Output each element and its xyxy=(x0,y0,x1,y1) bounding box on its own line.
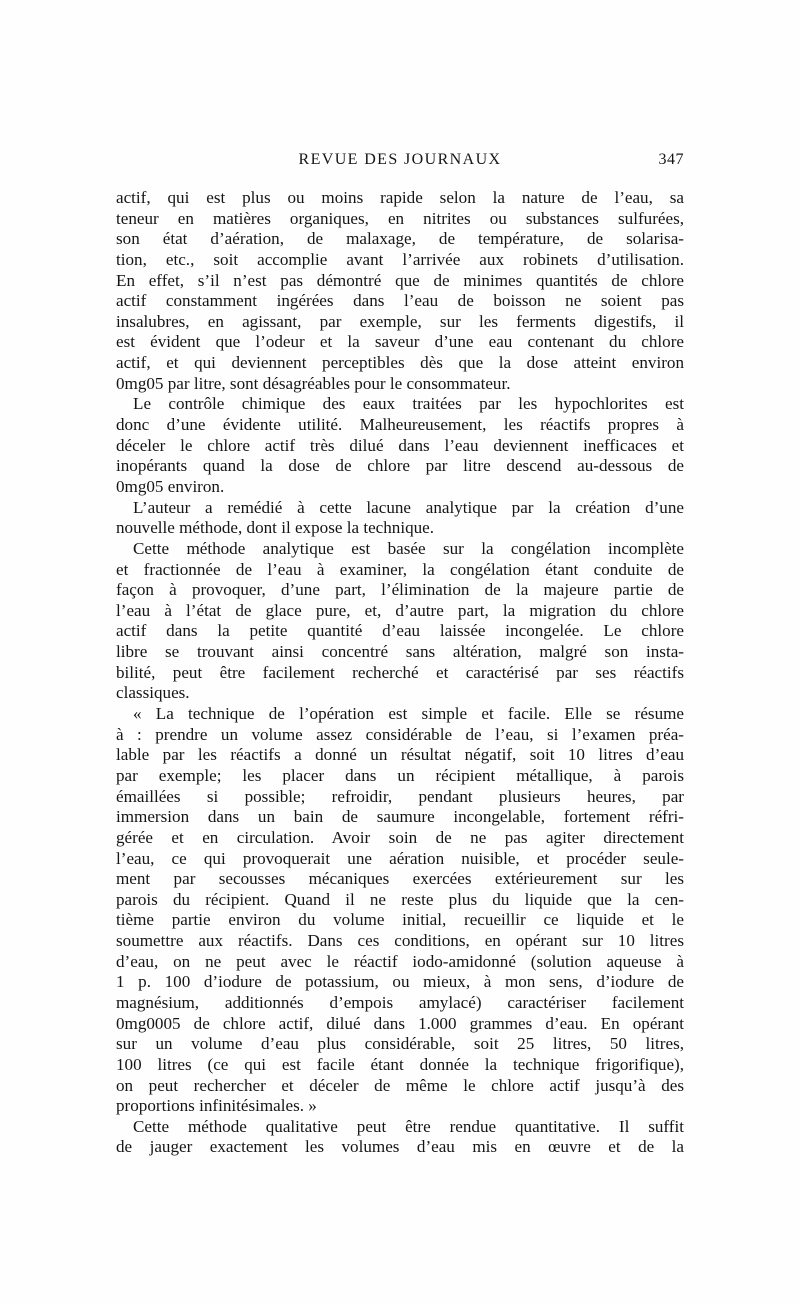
text-line: Cette méthode analytique est basée sur la congélation incomplète xyxy=(133,538,684,558)
text-line: son état d’aération, de malaxage, de température, de solarisa- xyxy=(116,229,684,249)
page-number: 347 xyxy=(658,151,684,168)
text-line: 1 p. 100 d’iodure de potassium, ou mieux, à mon sens, d’iodure de xyxy=(116,972,684,992)
text-line: donc d’une évidente utilité. Malheureusement, les réactifs propres à xyxy=(116,415,684,435)
text-line: lable par les réactifs a donné un résultat négatif, soit 10 litres d’eau xyxy=(116,745,684,765)
text-line: teneur en matières organiques, en nitrites ou substances sulfurées, xyxy=(116,208,684,228)
text-line: soumettre aux réactifs. Dans ces conditions, en opérant sur 10 litres xyxy=(116,931,684,951)
running-title: REVUE DES JOURNAUX xyxy=(298,151,502,168)
text-line: L’auteur a remédié à cette lacune analytique par la création d’une xyxy=(133,497,684,517)
text-line: d’eau, on ne peut avec le réactif iodo-amidonné (solution aqueuse à xyxy=(116,951,684,971)
text-line: de jauger exactement les volumes d’eau mis en œuvre et de la xyxy=(116,1137,684,1157)
text-line: immersion dans un bain de saumure incongelable, fortement réfri- xyxy=(116,807,684,827)
text-line: actif, qui est plus ou moins rapide selon la nature de l’eau, sa xyxy=(116,188,684,207)
text-line: on peut rechercher et déceler de même le chlore actif jusqu’à des xyxy=(116,1075,684,1095)
text-line: Le contrôle chimique des eaux traitées par les hypochlorites est xyxy=(133,394,684,414)
text-line: parois du récipient. Quand il ne reste plus du liquide que la cen- xyxy=(116,889,684,909)
text-line: tième partie environ du volume initial, recueillir ce liquide et le xyxy=(116,910,684,930)
article-text xyxy=(116,188,684,1158)
text-line: 0mg0005 de chlore actif, dilué dans 1.000 grammes d’eau. En opérant xyxy=(116,1013,684,1033)
text-line: ment par secousses mécaniques exercées extérieurement sur les xyxy=(116,869,684,889)
text-line: gérée et en circulation. Avoir soin de ne pas agiter directement xyxy=(116,827,684,847)
text-line: actif constamment ingérées dans l’eau de boisson ne soient pas xyxy=(116,291,684,311)
text-line: 0mg05 environ. xyxy=(116,476,225,496)
text-line: et fractionnée de l’eau à examiner, la congélation étant conduite de xyxy=(116,559,684,579)
text-line: déceler le chlore actif très dilué dans l’eau deviennent inefficaces et xyxy=(116,435,684,455)
text-line: émaillées si possible; refroidir, pendant plusieurs heures, par xyxy=(116,786,684,806)
text-line: proportions infinitésimales. » xyxy=(116,1096,317,1116)
text-line: classiques. xyxy=(116,683,190,703)
text-line: « La technique de l’opération est simple et facile. Elle se résume xyxy=(133,704,684,724)
text-line: 100 litres (ce qui est facile étant donnée la technique frigorifique), xyxy=(116,1054,684,1074)
text-line: nouvelle méthode, dont il expose la technique. xyxy=(116,518,435,538)
text-line: magnésium, additionnés d’empois amylacé) caractériser facilement xyxy=(116,992,684,1012)
text-line: Cette méthode qualitative peut être rendue quantitative. Il suffit xyxy=(133,1116,684,1136)
text-line: est évident que l’odeur et la saveur d’une eau contenant du chlore xyxy=(116,332,684,352)
text-line: 0mg05 par litre, sont désagréables pour le consommateur. xyxy=(116,373,511,393)
running-head xyxy=(116,151,684,173)
text-line: à : prendre un volume assez considérable de l’eau, si l’examen préa- xyxy=(116,724,684,744)
text-line: actif, et qui deviennent perceptibles dès que la dose atteint environ xyxy=(116,353,684,373)
text-line: insalubres, en agissant, par exemple, sur les ferments digestifs, il xyxy=(116,311,684,331)
text-line: sur un volume d’eau plus considérable, soit 25 litres, 50 litres, xyxy=(116,1034,684,1054)
text-line: façon à provoquer, d’une part, l’élimination de la majeure partie de xyxy=(116,580,684,600)
text-line: l’eau à l’état de glace pure, et, d’autre part, la migration du chlore xyxy=(116,600,684,620)
text-line: l’eau, ce qui provoquerait une aération nuisible, et procéder seule- xyxy=(116,848,684,868)
text-line: par exemple; les placer dans un récipient métallique, à parois xyxy=(116,765,684,785)
text-line: actif dans la petite quantité d’eau laissée incongelée. Le chlore xyxy=(116,621,684,641)
text-line: libre se trouvant ainsi concentré sans altération, malgré son insta- xyxy=(116,642,684,662)
text-line: bilité, peut être facilement recherché et caractérisé par ses réactifs xyxy=(116,662,684,682)
text-line: tion, etc., soit accomplie avant l’arrivée aux robinets d’utilisation. xyxy=(116,249,684,269)
text-line: inopérants quand la dose de chlore par litre descend au-dessous de xyxy=(116,456,684,476)
text-line: En effet, s’il n’est pas démontré que de minimes quantités de chlore xyxy=(116,270,684,290)
